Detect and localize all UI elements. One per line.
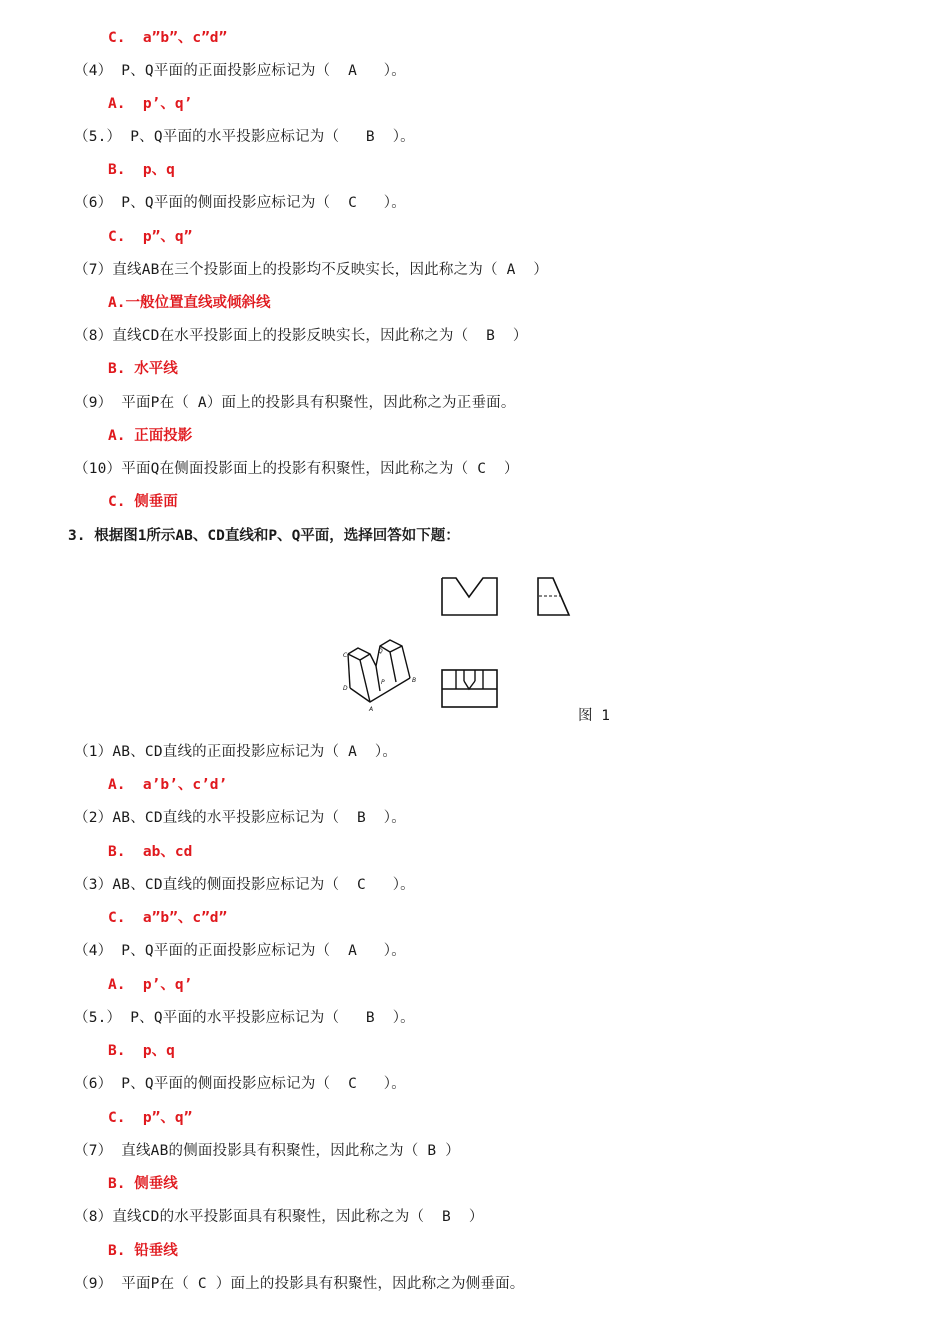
- answer-line: C. 侧垂面: [108, 494, 178, 510]
- iso-label-b: B: [412, 677, 417, 684]
- answer-line: A. p’、q’: [108, 977, 193, 993]
- question-line: （5.） P、Q平面的水平投影应标记为（ B ）。: [74, 1010, 415, 1026]
- question-line: （8）直线CD在水平投影面上的投影反映实长，因此称之为（ B ）: [74, 328, 528, 344]
- question-line: （7）直线AB在三个投影面上的投影均不反映实长，因此称之为（ A ）: [74, 262, 549, 278]
- answer-line: A.一般位置直线或倾斜线: [108, 295, 271, 311]
- answer-line: C. p”、q”: [108, 1110, 193, 1126]
- answer-line: A. p’、q’: [108, 96, 193, 112]
- answer-line: B. 水平线: [108, 361, 178, 377]
- question-line: （4） P、Q平面的正面投影应标记为（ A ）。: [74, 943, 406, 959]
- answer-line: C. a”b”、c”d”: [108, 910, 228, 926]
- question-line: （7） 直线AB的侧面投影具有积聚性，因此称之为（ B ）: [74, 1143, 460, 1159]
- answer-line: C. p”、q”: [108, 229, 193, 245]
- answer-line: B. ab、cd: [108, 844, 193, 860]
- answer-line: B. p、q: [108, 162, 175, 178]
- question-line: （8）直线CD的水平投影面具有积聚性，因此称之为（ B ）: [74, 1209, 484, 1225]
- side-view-drawing: [535, 576, 573, 618]
- question-line: （3）AB、CD直线的侧面投影应标记为（ C ）。: [74, 877, 415, 893]
- figure-caption: 图 1: [578, 708, 610, 724]
- iso-label-a: A: [369, 706, 374, 713]
- answer-line: B. 铅垂线: [108, 1243, 178, 1259]
- answer-line: B. 侧垂线: [108, 1176, 178, 1192]
- question-line: （6） P、Q平面的侧面投影应标记为（ C ）。: [74, 195, 406, 211]
- isometric-drawing: [338, 628, 420, 714]
- iso-label-p: P: [381, 679, 385, 686]
- question-line: （1）AB、CD直线的正面投影应标记为（ A ）。: [74, 744, 398, 760]
- iso-label-q: Q: [378, 648, 383, 655]
- question-line: （2）AB、CD直线的水平投影应标记为（ B ）。: [74, 810, 406, 826]
- question-line: （9） 平面P在（ A）面上的投影具有积聚性，因此称之为正垂面。: [74, 395, 516, 411]
- question-line: （10）平面Q在侧面投影面上的投影有积聚性，因此称之为（ C ）: [74, 461, 519, 477]
- top-view-drawing: [440, 668, 500, 710]
- answer-line: A. a’b’、c’d’: [108, 777, 228, 793]
- iso-label-d: D: [343, 685, 348, 692]
- answer-line: B. p、q: [108, 1043, 175, 1059]
- section-heading: 3. 根据图1所示AB、CD直线和P、Q平面，选择回答如下题：: [68, 528, 460, 544]
- iso-label-c: C: [343, 652, 348, 659]
- answer-line: C. a”b”、c”d”: [108, 30, 228, 46]
- question-line: （9） 平面P在（ C ）面上的投影具有积聚性，因此称之为侧垂面。: [74, 1276, 525, 1292]
- front-view-drawing: [440, 576, 500, 618]
- answer-line: A. 正面投影: [108, 428, 193, 444]
- question-line: （4） P、Q平面的正面投影应标记为（ A ）。: [74, 63, 406, 79]
- question-line: （5.） P、Q平面的水平投影应标记为（ B ）。: [74, 129, 415, 145]
- question-line: （6） P、Q平面的侧面投影应标记为（ C ）。: [74, 1076, 406, 1092]
